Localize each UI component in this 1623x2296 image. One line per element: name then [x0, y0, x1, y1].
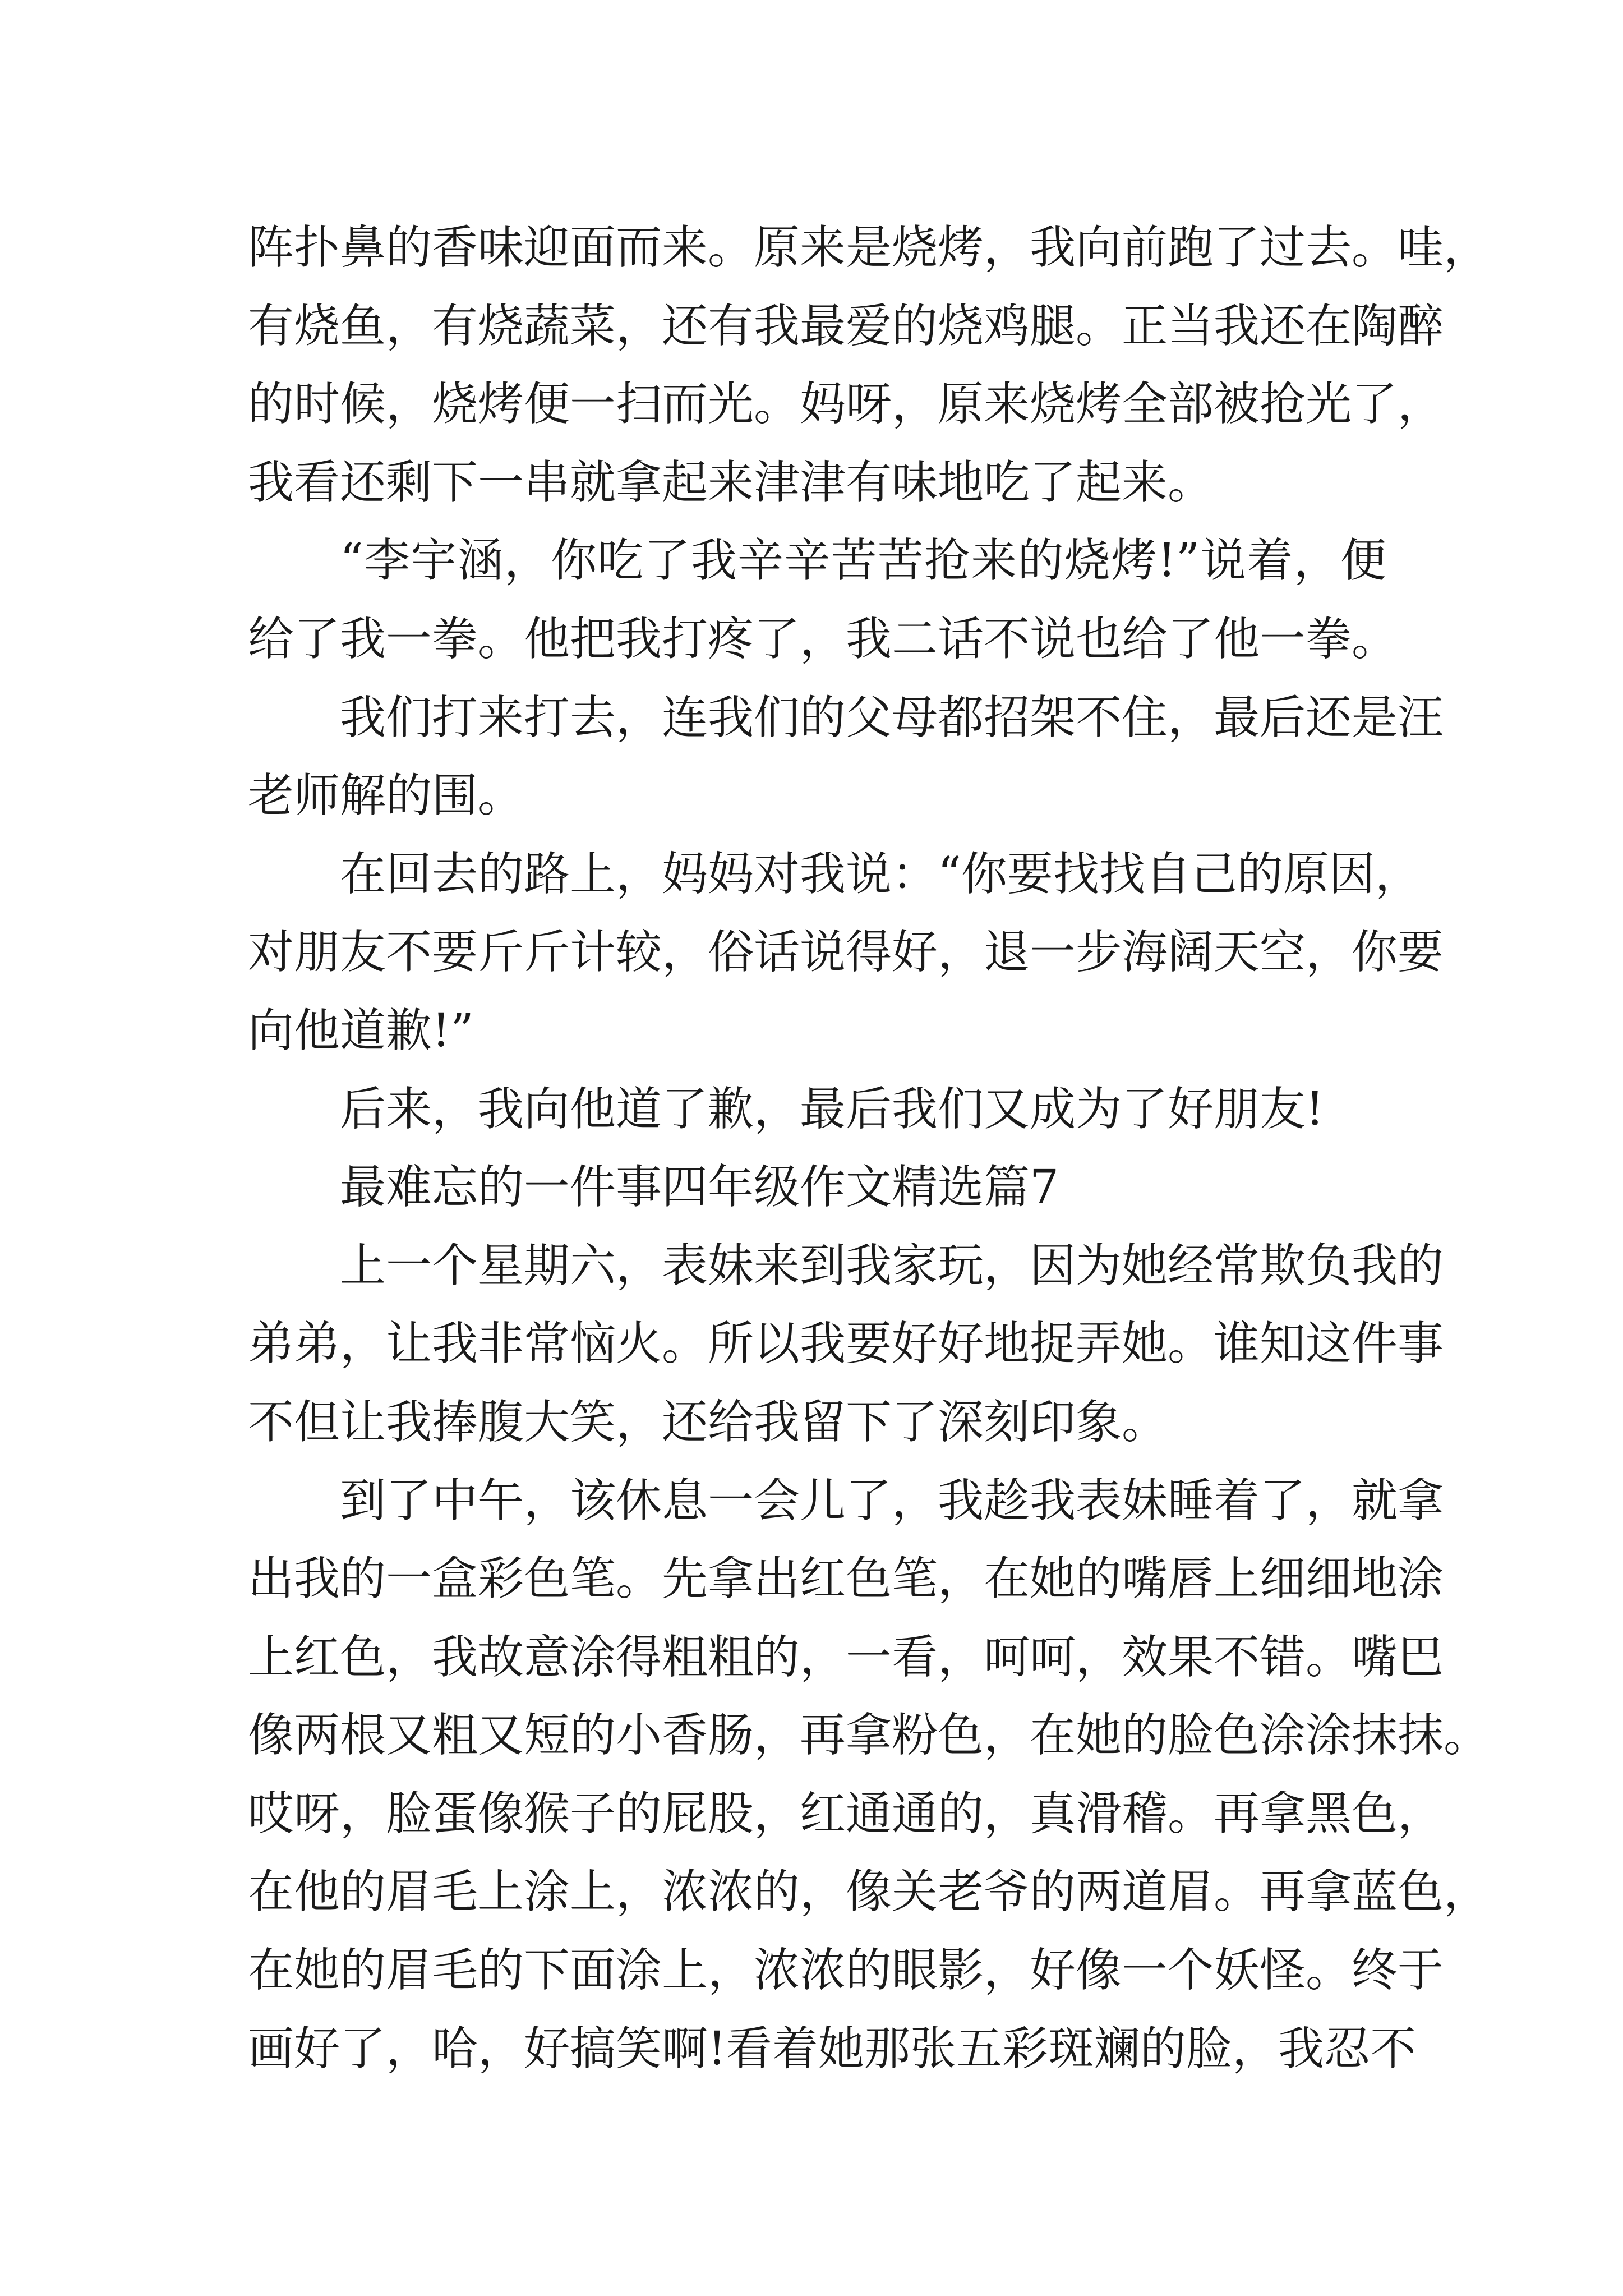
text-line: 到了中午，该休息一会儿了，我趁我表妹睡着了，就拿 [340, 1474, 1444, 1527]
section-heading: 最难忘的一件事四年级作文精选篇7 [340, 1161, 1059, 1214]
text-line: “李宇涵，你吃了我辛辛苦苦抢来的烧烤!”说着，便 [340, 534, 1386, 588]
text-line: 阵扑鼻的香味迎面而来。原来是烧烤，我向前跑了过去。哇， [248, 221, 1490, 274]
text-line: 对朋友不要斤斤计较，俗话说得好，退一步海阔天空，你要 [248, 926, 1444, 979]
text-line: 像两根又粗又短的小香肠，再拿粉色，在她的脸色涂涂抹抹。 [248, 1709, 1490, 1763]
text-line: 向他道歉!” [248, 1004, 474, 1057]
text-line: 弟弟，让我非常恼火。所以我要好好地捉弄她。谁知这件事 [248, 1317, 1444, 1371]
text-line: 不但让我捧腹大笑，还给我留下了深刻印象。 [248, 1395, 1168, 1449]
text-line: 有烧鱼，有烧蔬菜，还有我最爱的烧鸡腿。正当我还在陶醉 [248, 299, 1444, 353]
text-line: 出我的一盒彩色笔。先拿出红色笔，在她的嘴唇上细细地涂 [248, 1552, 1444, 1606]
text-line: 上一个星期六，表妹来到我家玩，因为她经常欺负我的 [340, 1239, 1444, 1292]
text-line: 上红色，我故意涂得粗粗的，一看，呵呵，效果不错。嘴巴 [248, 1630, 1444, 1684]
essay-body [248, 209, 1490, 2088]
text-line: 老师解的围。 [248, 769, 524, 823]
text-line: 在他的眉毛上涂上，浓浓的，像关老爷的两道眉。再拿蓝色， [248, 1865, 1490, 1919]
text-line: 我们打来打去，连我们的父母都招架不住，最后还是汪 [340, 691, 1444, 744]
text-line: 画好了，哈，好搞笑啊!看着她那张五彩斑斓的脸，我忍不 [248, 2022, 1416, 2076]
text-line: 我看还剩下一串就拿起来津津有味地吃了起来。 [248, 455, 1214, 509]
text-line: 在回去的路上，妈妈对我说：“你要找找自己的原因， [340, 847, 1421, 901]
text-line: 给了我一拳。他把我打疼了，我二话不说也给了他一拳。 [248, 612, 1398, 666]
text-line: 在她的眉毛的下面涂上，浓浓的眼影，好像一个妖怪。终于 [248, 1944, 1444, 1998]
text-line: 后来，我向他道了歉，最后我们又成为了好朋友! [340, 1082, 1324, 1136]
text-line: 哎呀，脸蛋像猴子的屁股，红通通的，真滑稽。再拿黑色， [248, 1787, 1444, 1841]
text-line: 的时候，烧烤便一扫而光。妈呀，原来烧烤全部被抢光了， [248, 378, 1444, 431]
